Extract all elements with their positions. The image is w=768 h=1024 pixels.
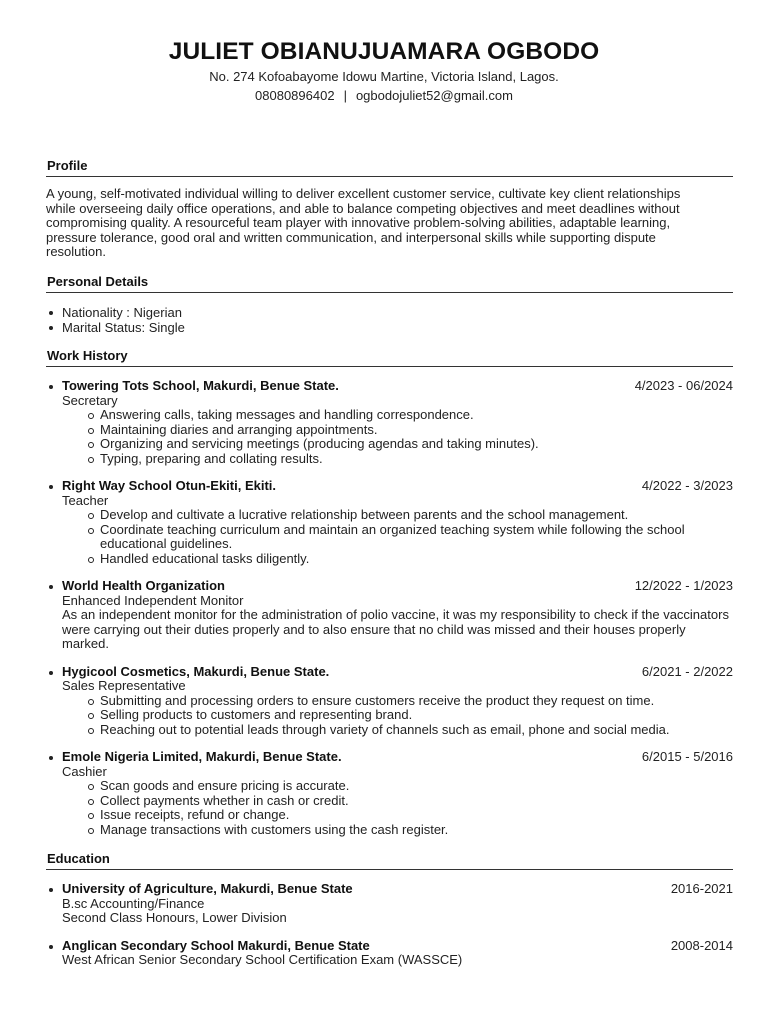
job-title: Enhanced Independent Monitor (62, 592, 244, 608)
phone-number: 08080896402 (255, 88, 335, 103)
work-history-section (46, 348, 733, 837)
work-history-list (46, 379, 733, 837)
duty-item: Develop and cultivate a lucrative relationship between parents and the school management. (100, 508, 733, 523)
duty-item: Issue receipts, refund or change. (100, 808, 733, 823)
education-entry (46, 939, 733, 968)
duties-list (62, 508, 733, 566)
duty-item: Coordinate teaching curriculum and maintain an organized teaching system while following the school educational guidelines. (100, 523, 733, 552)
job-title: Sales Representative (62, 678, 186, 693)
job-title: Teacher (62, 492, 109, 508)
duty-item: Scan goods and ensure pricing is accurate. (100, 779, 733, 794)
address: No. 274 Kofoabayome Idowu Martine, Victoria Island, Lagos. (209, 69, 559, 84)
duty-item: Collect payments whether in cash or credit. (100, 794, 733, 809)
duty-item: Organizing and servicing meetings (producing agendas and taking minutes). (100, 437, 733, 452)
duty-item: Selling products to customers and representing brand. (100, 708, 733, 723)
qualification: B.sc Accounting/Finance (62, 895, 205, 911)
duty-item: Reaching out to potential leads through variety of channels such as email, phone and social media. (100, 723, 733, 738)
job-description: As an independent monitor for the administration of polio vaccine, it was my responsibility to check if the vaccinators were carrying out their duties properly and to also ensure that no child was missed and their houses properly marked. (62, 607, 729, 651)
employment-dates: 12/2022 - 1/2023 (634, 578, 733, 593)
profile-line: resolution. (46, 244, 106, 260)
duties-list (62, 694, 733, 738)
employment-dates: 4/2022 - 3/2023 (641, 478, 733, 493)
school-name: University of Agriculture, Makurdi, Benue State (62, 881, 353, 896)
personal-details-list (46, 305, 733, 336)
personal-details-heading: Personal Details (46, 274, 733, 293)
qualification: West African Senior Secondary School Certification Exam (WASSCE) (62, 952, 463, 967)
profile-line: A young, self-motivated individual willing to deliver excellent customer service, cultivate key client relationships (46, 186, 681, 201)
school-name: Anglican Secondary School Makurdi, Benue State (62, 937, 370, 953)
contact-separator: | (343, 88, 347, 103)
duty-item: Manage transactions with customers using the cash register. (100, 823, 733, 838)
personal-detail-item: Marital Status: Single (46, 320, 733, 335)
employer-name: Towering Tots School, Makurdi, Benue State. (62, 378, 339, 393)
education-entry-header (62, 939, 733, 954)
employment-dates: 6/2021 - 2/2022 (641, 663, 733, 679)
profile-section (46, 158, 733, 260)
duty-item: Typing, preparing and collating results. (100, 452, 733, 467)
education-dates: 2016-2021 (670, 881, 733, 896)
work-entry (46, 750, 733, 837)
employer-name: Emole Nigeria Limited, Makurdi, Benue State. (62, 749, 342, 764)
duty-item: Answering calls, taking messages and handling correspondence. (100, 408, 733, 423)
duty-item: Submitting and processing orders to ensure customers receive the product they request on time. (100, 694, 733, 709)
candidate-name: JULIET OBIANUJUAMARA OGBODO (168, 38, 600, 65)
personal-detail-item: Nationality : Nigerian (46, 305, 733, 320)
profile-text (46, 187, 733, 260)
education-section (46, 851, 733, 968)
education-entry (46, 882, 733, 926)
duties-list (62, 779, 733, 837)
job-title: Cashier (62, 763, 107, 779)
profile-line: pressure tolerance, good oral and written communication, and interpersonal skills while supporting dispute (46, 229, 656, 245)
profile-line: compromising quality. A resourceful team player with innovative problem-solving abilities, adaptable learning, (46, 215, 671, 231)
work-history-heading: Work History (46, 348, 733, 367)
education-dates: 2008-2014 (670, 937, 733, 953)
email-address: ogbodojuliet52@gmail.com (355, 88, 513, 103)
work-entry-header (62, 750, 733, 765)
education-heading: Education (46, 851, 733, 870)
job-title: Secretary (62, 392, 118, 408)
duties-list (62, 408, 733, 466)
profile-line: while overseeing daily office operations, and able to balance competing objectives and meet deadlines without (46, 200, 680, 216)
profile-heading: Profile (46, 158, 733, 177)
work-entry (46, 665, 733, 738)
duty-item: Handled educational tasks diligently. (100, 552, 733, 567)
education-entry-header (62, 882, 733, 897)
duty-item: Maintaining diaries and arranging appointments. (100, 423, 733, 438)
work-entry-header (62, 579, 733, 594)
employer-name: Right Way School Otun-Ekiti, Ekiti. (62, 478, 277, 493)
grade: Second Class Honours, Lower Division (62, 910, 287, 925)
employment-dates: 6/2015 - 5/2016 (641, 749, 733, 764)
work-entry (46, 379, 733, 466)
work-entry (46, 479, 733, 566)
work-entry-header (62, 379, 733, 394)
contact-line (0, 88, 768, 103)
employment-dates: 4/2023 - 06/2024 (634, 378, 733, 393)
personal-details-section (46, 274, 733, 336)
work-entry-header (62, 665, 733, 680)
employer-name: Hygicool Cosmetics, Makurdi, Benue State. (62, 663, 330, 679)
work-entry-header (62, 479, 733, 494)
education-list (46, 882, 733, 968)
employer-name: World Health Organization (62, 578, 225, 593)
work-entry (46, 579, 733, 652)
